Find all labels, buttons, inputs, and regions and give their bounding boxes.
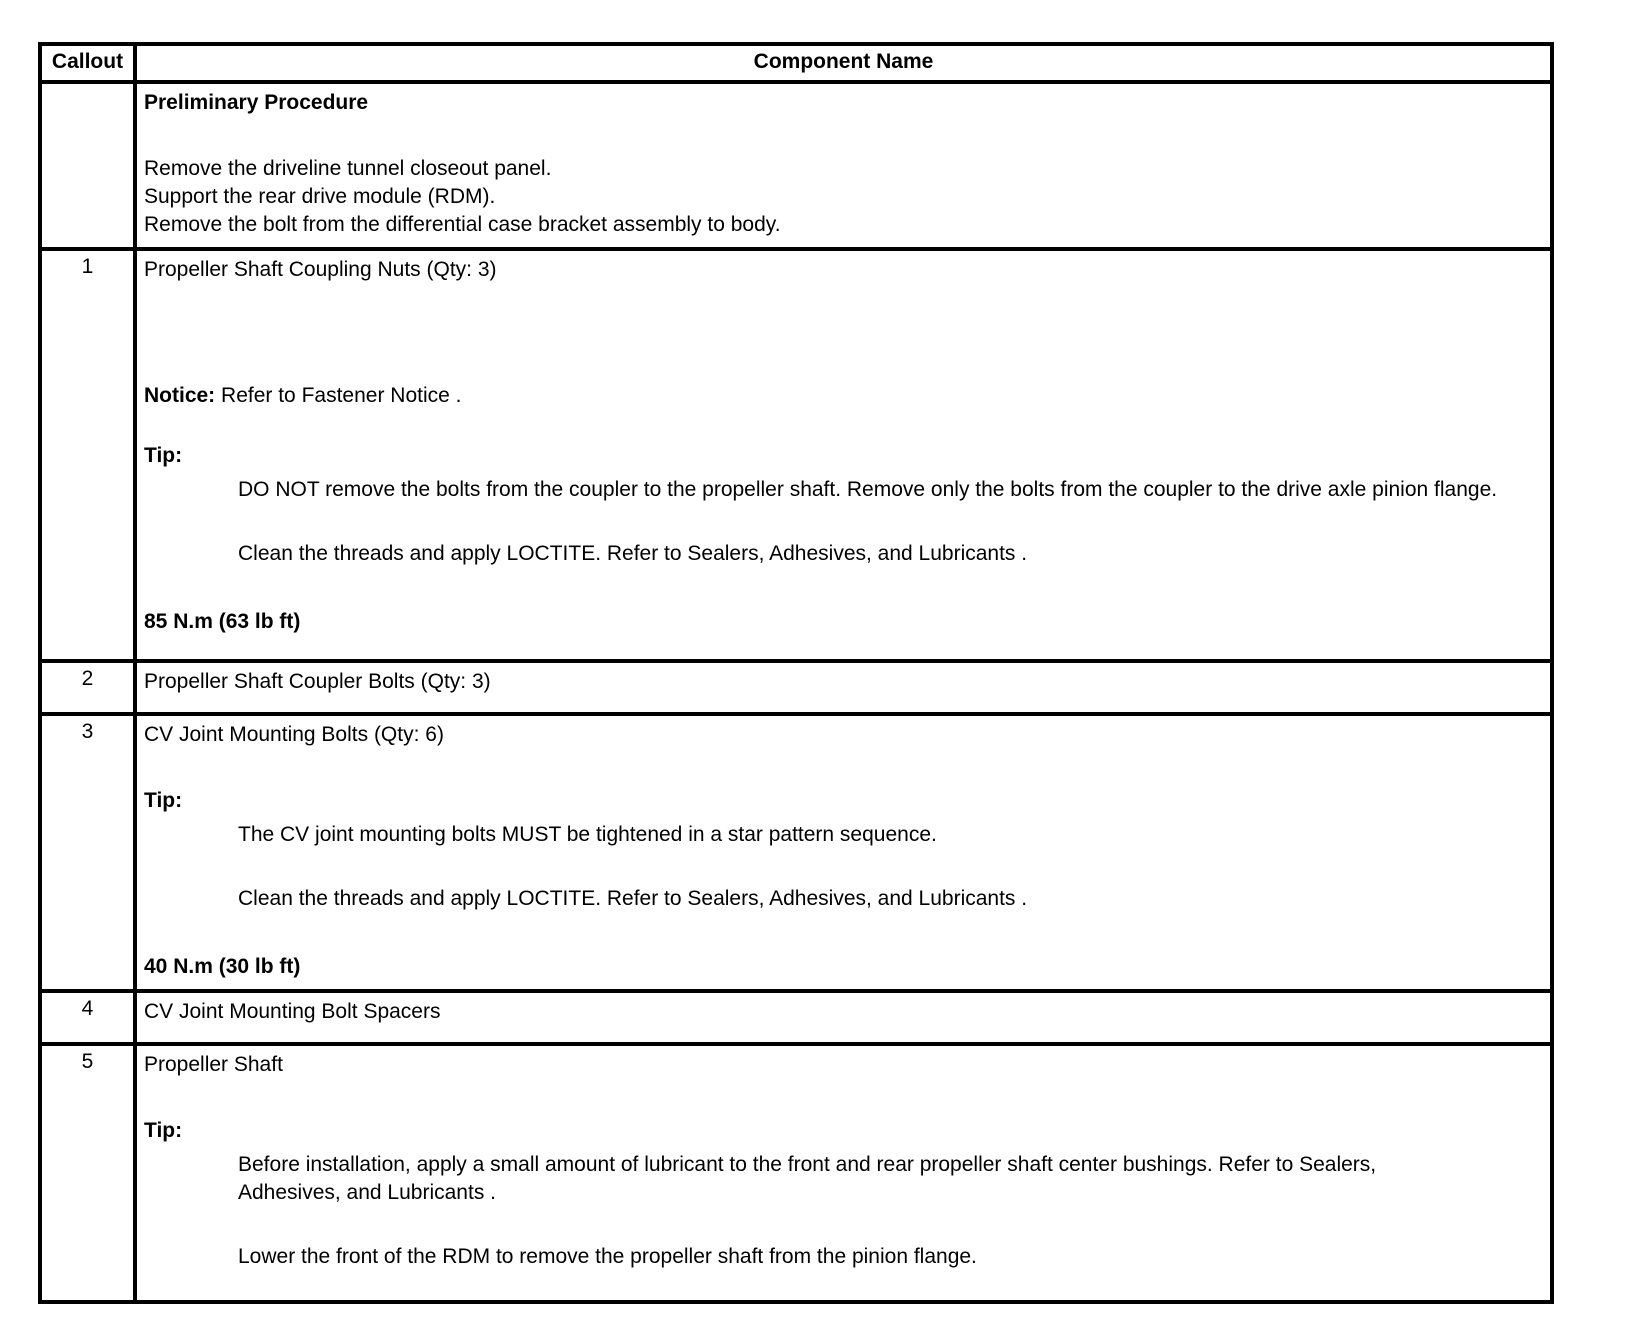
tip-paragraph: Clean the threads and apply LOCTITE. Refer to Sealers, Adhesives, and Lubricants . bbox=[238, 887, 1028, 910]
component-name-column-header: Component Name bbox=[135, 44, 1552, 82]
table-header-row bbox=[40, 44, 1552, 82]
preliminary-step: Remove the driveline tunnel closeout panel. bbox=[144, 157, 552, 180]
component-name: CV Joint Mounting Bolt Spacers bbox=[135, 991, 1552, 1044]
callout-cell-empty bbox=[40, 82, 135, 249]
torque-spec: 40 N.m (30 lb ft) bbox=[144, 955, 301, 978]
tip-paragraph: Lower the front of the RDM to remove the propeller shaft from the pinion flange. bbox=[238, 1245, 977, 1268]
table-row-callout-3 bbox=[40, 714, 1552, 991]
component-cell bbox=[135, 249, 1552, 661]
preliminary-step: Support the rear drive module (RDM). bbox=[144, 185, 496, 208]
component-cell bbox=[135, 714, 1552, 991]
tip-label: Tip: bbox=[144, 444, 183, 467]
callout-number: 3 bbox=[40, 714, 135, 991]
tip-label: Tip: bbox=[144, 789, 183, 812]
tip-paragraph: Before installation, apply a small amount of lubricant to the front and rear propeller shaft center bushings. Refer to Sealers, Adhesives, and Lubricants . bbox=[238, 1153, 1377, 1204]
table-row-callout-4 bbox=[40, 991, 1552, 1044]
tip-content bbox=[144, 821, 1540, 913]
table-row-callout-5 bbox=[40, 1044, 1552, 1302]
callout-component-table bbox=[38, 42, 1554, 1304]
tip-label: Tip: bbox=[144, 1119, 183, 1142]
component-name: CV Joint Mounting Bolts (Qty: 6) bbox=[144, 723, 444, 746]
tip-paragraph: Clean the threads and apply LOCTITE. Refer to Sealers, Adhesives, and Lubricants . bbox=[238, 542, 1028, 565]
notice-line bbox=[144, 382, 1540, 410]
callout-number: 4 bbox=[40, 991, 135, 1044]
callout-number: 2 bbox=[40, 661, 135, 714]
callout-number: 1 bbox=[40, 249, 135, 661]
component-cell bbox=[135, 1044, 1552, 1302]
tip-paragraph: The CV joint mounting bolts MUST be tightened in a star pattern sequence. bbox=[238, 823, 937, 846]
tip-content bbox=[144, 1151, 1540, 1271]
callout-column-header: Callout bbox=[40, 44, 135, 82]
table-row-callout-2 bbox=[40, 661, 1552, 714]
table-row-callout-1 bbox=[40, 249, 1552, 661]
notice-text: Refer to Fastener Notice . bbox=[221, 384, 462, 407]
component-name: Propeller Shaft bbox=[144, 1053, 283, 1076]
component-name: Propeller Shaft Coupling Nuts (Qty: 3) bbox=[144, 258, 497, 281]
tip-content bbox=[144, 476, 1540, 568]
notice-label: Notice: bbox=[144, 384, 216, 407]
torque-spec: 85 N.m (63 lb ft) bbox=[144, 610, 301, 633]
table-row-preliminary bbox=[40, 82, 1552, 249]
preliminary-step: Remove the bolt from the differential case bracket assembly to body. bbox=[144, 213, 781, 236]
service-procedure-document bbox=[38, 42, 1554, 1304]
preliminary-procedure-title: Preliminary Procedure bbox=[144, 91, 369, 114]
tip-paragraph: DO NOT remove the bolts from the coupler to the propeller shaft. Remove only the bolts from the coupler to the drive axle pinion flange. bbox=[238, 478, 1498, 501]
component-name: Propeller Shaft Coupler Bolts (Qty: 3) bbox=[135, 661, 1552, 714]
preliminary-procedure-cell bbox=[135, 82, 1552, 249]
callout-number: 5 bbox=[40, 1044, 135, 1302]
